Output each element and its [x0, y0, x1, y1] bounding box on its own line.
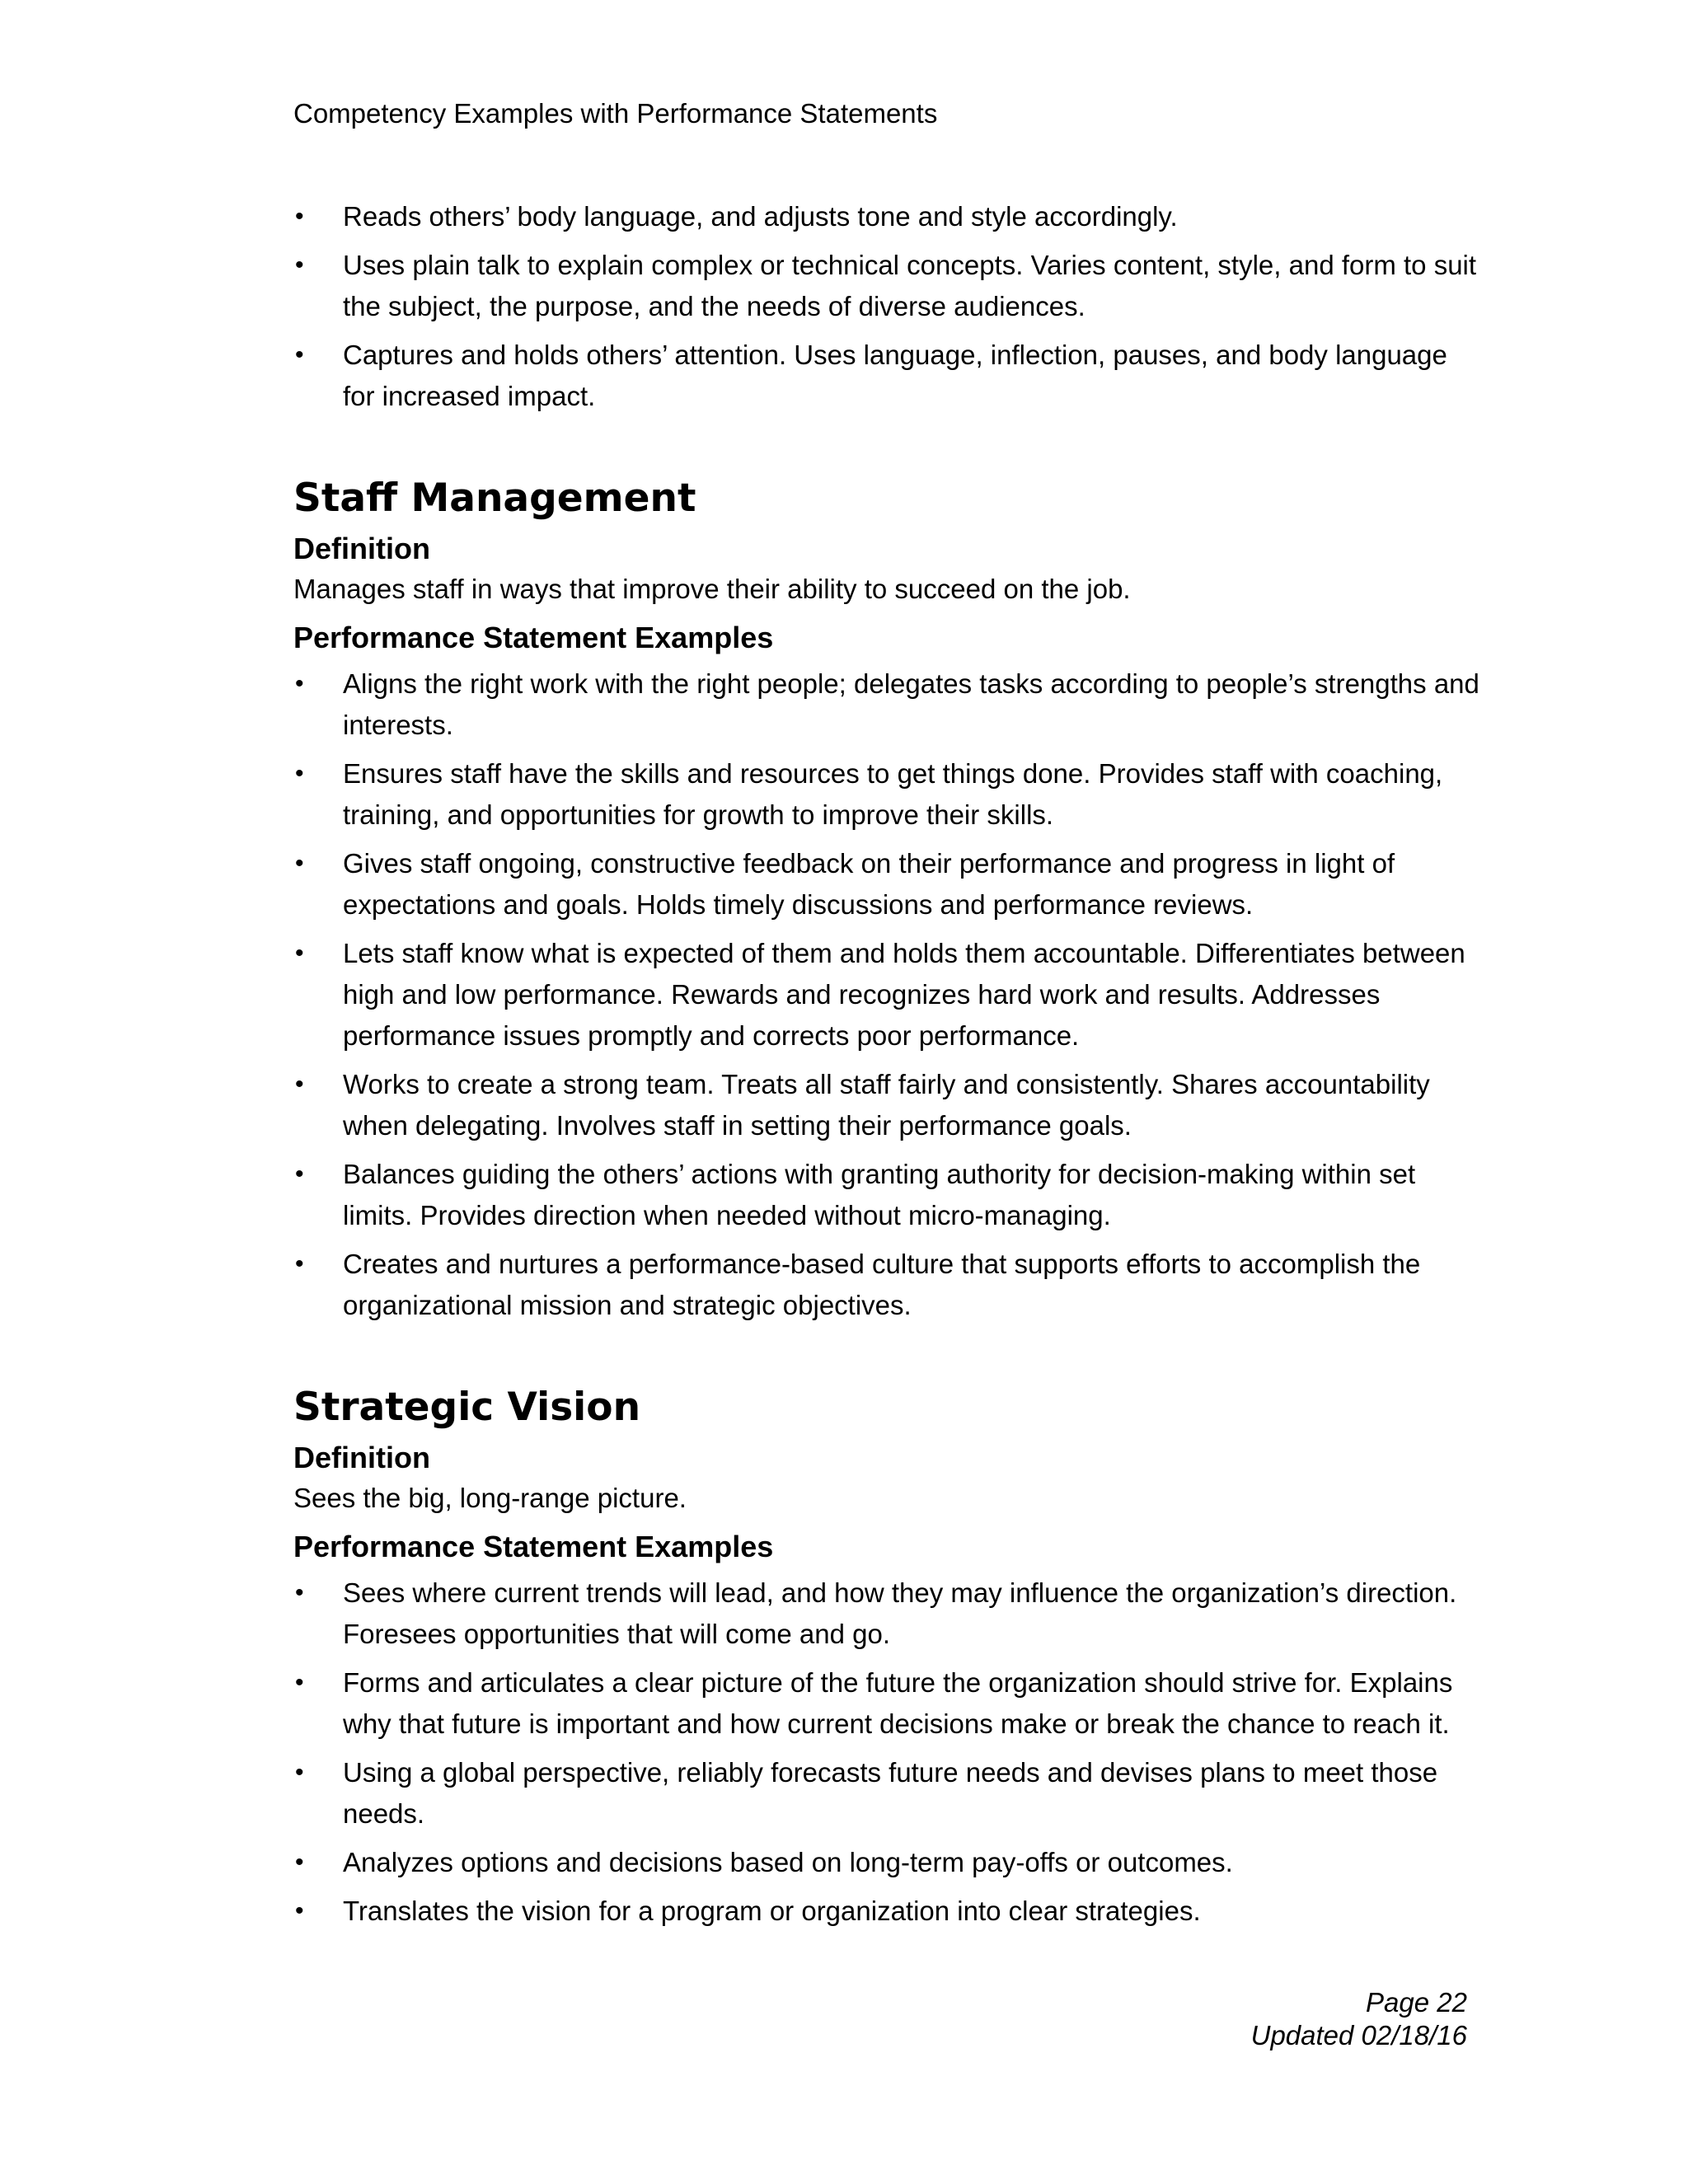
list-item-text: Reads others’ body language, and adjusts tone and style accordingly.: [343, 201, 1178, 232]
list-item: [293, 753, 1480, 836]
list-item: [293, 933, 1480, 1057]
bullet-icon: •: [295, 1250, 304, 1277]
list-item: [293, 1752, 1480, 1835]
bullet-icon: •: [295, 1071, 304, 1098]
list-item: [293, 663, 1480, 746]
list-item: [293, 1244, 1480, 1326]
definition-heading: Definition: [293, 1441, 430, 1474]
bullet-icon: •: [295, 251, 304, 279]
list-item-text: Creates and nurtures a performance-based culture that supports efforts to accomplish the organizational mission and strategic objectives.: [343, 1249, 1421, 1320]
bullet-icon: •: [295, 1759, 304, 1786]
running-header: Competency Examples with Performance Statements: [293, 98, 938, 129]
section-strategic-vision: [293, 1383, 1480, 1932]
definition-text: Manages staff in ways that improve their ability to succeed on the job.: [293, 574, 1131, 604]
examples-bullet-list: [293, 663, 1480, 1326]
list-item: [293, 1064, 1480, 1146]
section-staff-management: [293, 474, 1480, 1326]
examples-heading: Performance Statement Examples: [293, 621, 774, 654]
list-item: [293, 843, 1480, 926]
bullet-icon: •: [295, 1160, 304, 1188]
definition-text: Sees the big, long-range picture.: [293, 1483, 687, 1513]
bullet-icon: •: [295, 203, 304, 230]
list-item-text: Translates the vision for a program or organization into clear strategies.: [343, 1896, 1201, 1926]
intro-bullet-list: [293, 196, 1480, 417]
examples-heading: Performance Statement Examples: [293, 1530, 774, 1563]
bullet-icon: •: [295, 940, 304, 967]
page-footer: [1251, 1986, 1467, 2052]
bullet-icon: •: [295, 1579, 304, 1606]
bullet-icon: •: [295, 1669, 304, 1696]
updated-date: Updated 02/18/16: [1250, 2020, 1467, 2050]
list-item-text: Aligns the right work with the right people; delegates tasks according to people’s strengths and interests.: [343, 668, 1479, 740]
list-item: [293, 1572, 1480, 1655]
list-item-text: Uses plain talk to explain complex or technical concepts. Varies content, style, and form to suit the subject, the purpose, and the needs of diverse audiences.: [343, 250, 1477, 321]
list-item-text: Captures and holds others’ attention. Uses language, inflection, pauses, and body language for increased impact.: [343, 340, 1447, 411]
section-title: Strategic Vision: [293, 1385, 641, 1430]
list-item-text: Analyzes options and decisions based on long-term pay-offs or outcomes.: [343, 1847, 1233, 1877]
list-item-text: Forms and articulates a clear picture of the future the organization should strive for. Explains why that future is important and how current decisions make or break the chance to reach it.: [343, 1667, 1453, 1739]
bullet-icon: •: [295, 760, 304, 787]
list-item-text: Sees where current trends will lead, and how they may influence the organization’s direction. Foresees opportunities that will come and go.: [343, 1577, 1457, 1649]
list-item-text: Works to create a strong team. Treats all staff fairly and consistently. Shares accountability when delegating. Involves staff in setting their performance goals.: [343, 1069, 1430, 1141]
list-item-text: Lets staff know what is expected of them and holds them accountable. Differentiates between high and low performance. Rewards and recognizes hard work and results. Addresses performance issues promptly and corrects poor performance.: [343, 938, 1465, 1051]
list-item-text: Balances guiding the others’ actions with granting authority for decision-making within set limits. Provides direction when needed without micro-managing.: [343, 1159, 1416, 1230]
list-item: [293, 245, 1480, 327]
bullet-icon: •: [295, 850, 304, 877]
list-item: [293, 1891, 1480, 1932]
examples-bullet-list: [293, 1572, 1480, 1932]
list-item: [293, 1662, 1480, 1745]
page-number: Page 22: [1366, 1987, 1467, 2018]
list-item: [293, 335, 1480, 417]
list-item-text: Ensures staff have the skills and resources to get things done. Provides staff with coaching, training, and opportunities for growth to improve their skills.: [343, 758, 1443, 830]
bullet-icon: •: [295, 670, 304, 697]
page-content: [293, 196, 1480, 1939]
list-item: [293, 1154, 1480, 1236]
section-title: Staff Management: [293, 476, 696, 521]
bullet-icon: •: [295, 1849, 304, 1876]
definition-heading: Definition: [293, 532, 430, 565]
bullet-icon: •: [295, 341, 304, 368]
list-item-text: Using a global perspective, reliably forecasts future needs and devises plans to meet those needs.: [343, 1757, 1438, 1829]
list-item-text: Gives staff ongoing, constructive feedback on their performance and progress in light of expectations and goals. Holds timely discussions and performance reviews.: [343, 848, 1395, 920]
bullet-icon: •: [295, 1897, 304, 1924]
list-item: [293, 196, 1480, 237]
list-item: [293, 1842, 1480, 1883]
